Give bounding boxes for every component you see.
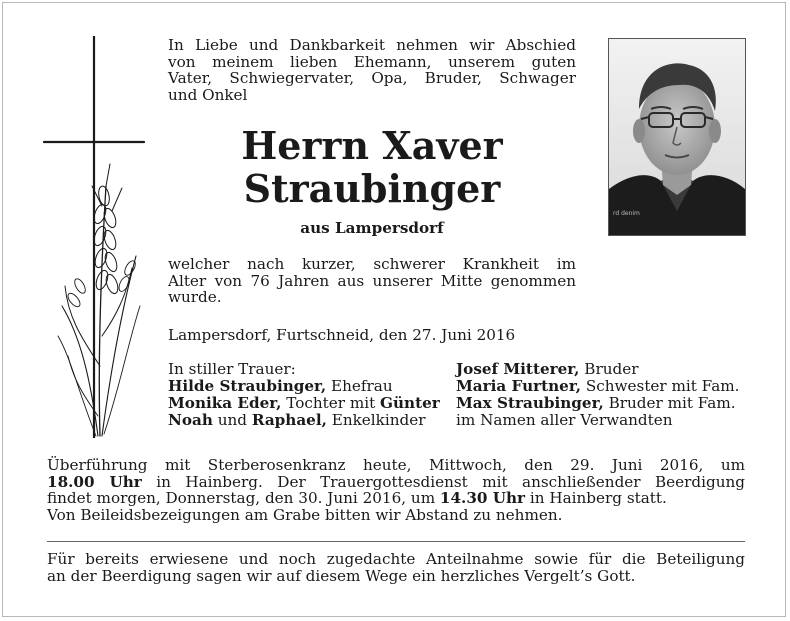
mourner-relation: Enkelkinder (326, 411, 426, 429)
mourner-entry (168, 378, 440, 395)
funeral-info (47, 457, 745, 523)
intro-line: In Liebe und Dankbarkeit nehmen wir Abschied (168, 36, 576, 54)
thanks-line: Für bereits erwiesene und noch zugedachte Anteilnahme sowie für die Beteiligung (47, 550, 745, 568)
funeral-text: findet morgen, Donnerstag, den 30. Juni 2016, um (47, 489, 440, 507)
mourner-entry (168, 395, 440, 412)
mourner-name: Günter (380, 394, 440, 412)
mourner-entry (456, 412, 739, 429)
mourner-name: Max Straubinger, (456, 394, 604, 412)
mourner-name: Josef Mitterer, (456, 360, 580, 378)
mourner-name: Monika Eder, (168, 394, 282, 412)
portrait-illustration (609, 39, 745, 235)
mourner-relation: im Namen aller Verwandten (456, 411, 673, 429)
deceased-name-line2: Straubinger (243, 166, 501, 211)
mourner-relation: Bruder (579, 360, 639, 378)
mourner-relation: Tochter mit (281, 394, 381, 412)
mourner-entry (456, 378, 739, 395)
funeral-line: Überführung mit Sterberosenkranz heute, Mittwoch, den 29. Juni 2016, um (47, 456, 745, 474)
funeral-line (47, 474, 745, 491)
intro-line: Vater, Schwiegervater, Opa, Bruder, Schwager (168, 69, 576, 87)
cause-line: Alter von 76 Jahren aus unserer Mitte genommen (168, 271, 576, 290)
mourner-entry (456, 361, 739, 378)
cause-text (168, 256, 576, 306)
place-date: Lampersdorf, Furtschneid, den 27. Juni 2016 (168, 326, 516, 344)
cross-with-wheat-icon (40, 36, 150, 438)
mourner-relation: Bruder mit Fam. (603, 394, 736, 412)
deceased-name (168, 124, 576, 210)
funeral-line: Von Beileidsbezeigungen am Grabe bitten wir Abstand zu nehmen. (47, 505, 563, 524)
funeral-time: 14.30 Uhr (439, 489, 526, 507)
intro-text (168, 37, 576, 103)
mourner-name: Maria Furtner, (456, 377, 582, 395)
mourners-heading: In stiller Trauer: (168, 360, 296, 378)
intro-line: von meinem lieben Ehemann, unserem guten (168, 52, 576, 71)
shirt-text: rd denim (613, 210, 640, 217)
mourners-right (456, 361, 739, 429)
funeral-time: 18.00 Uhr (47, 472, 142, 491)
deceased-name-line1: Herrn Xaver (241, 123, 503, 168)
mourner-relation: Ehefrau (326, 377, 393, 395)
intro-line: und Onkel (168, 85, 248, 104)
origin-text: aus Lampersdorf (300, 219, 444, 237)
mourner-entry (456, 395, 739, 412)
thanks-text (47, 551, 745, 584)
cause-line: welcher nach kurzer, schwerer Krankheit im (168, 255, 576, 273)
cause-line: wurde. (168, 288, 222, 306)
divider (47, 541, 745, 542)
portrait-photo (608, 38, 746, 236)
funeral-line (47, 490, 745, 507)
mourner-relation: Schwester mit Fam. (581, 377, 740, 395)
mourners-left (168, 361, 440, 429)
funeral-text: in Hainberg. Der Trauergottesdienst mit anschließender Beerdigung (141, 472, 745, 491)
mourner-name: Noah (168, 411, 213, 429)
thanks-line: an der Beerdigung sagen wir auf diesem Wege ein herzliches Vergelt’s Gott. (47, 566, 636, 585)
mourner-name: Raphael, (251, 411, 327, 429)
mourner-name: Hilde Straubinger, (168, 377, 327, 395)
funeral-text: in Hainberg statt. (525, 489, 667, 507)
mourner-entry (168, 412, 440, 429)
mourner-relation: und (212, 411, 252, 429)
